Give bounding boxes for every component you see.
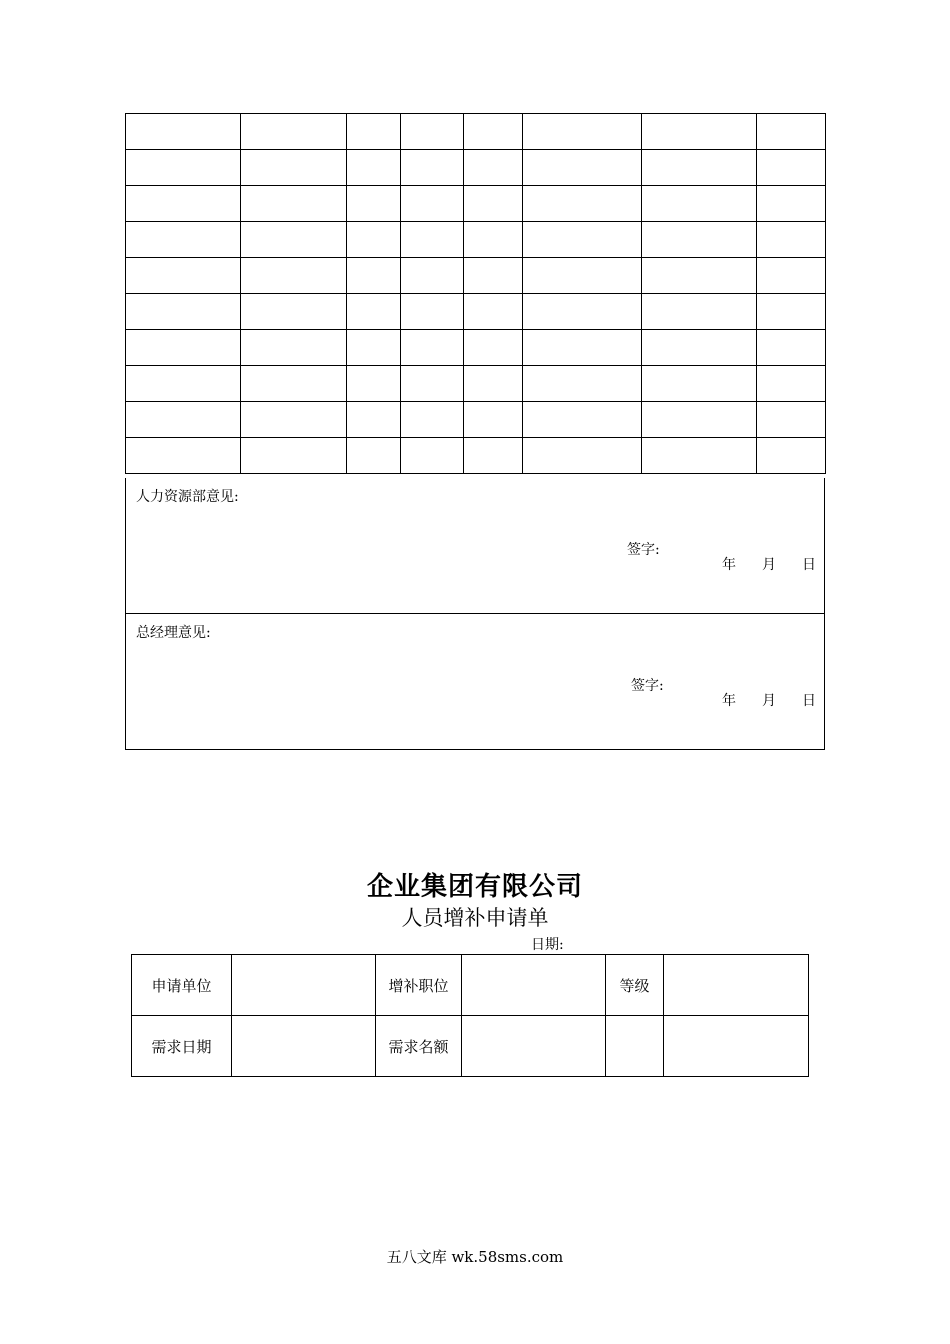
- grid-cell[interactable]: [126, 366, 241, 402]
- grid-cell[interactable]: [126, 150, 241, 186]
- grid-cell[interactable]: [401, 222, 464, 258]
- grid-cell[interactable]: [241, 402, 347, 438]
- grid-cell[interactable]: [464, 438, 523, 474]
- form-label-cell: 申请单位: [132, 955, 232, 1016]
- grid-cell[interactable]: [126, 186, 241, 222]
- grid-row: [126, 330, 826, 366]
- grid-cell[interactable]: [347, 438, 401, 474]
- grid-cell[interactable]: [523, 186, 642, 222]
- grid-cell[interactable]: [642, 186, 757, 222]
- grid-cell[interactable]: [401, 366, 464, 402]
- grid-cell[interactable]: [401, 294, 464, 330]
- hr-day-label: 日: [802, 557, 816, 573]
- form-title: 人员增补申请单: [401, 906, 549, 930]
- grid-cell[interactable]: [241, 186, 347, 222]
- gm-month-label: 月: [762, 693, 776, 709]
- grid-cell[interactable]: [523, 330, 642, 366]
- grid-cell[interactable]: [241, 222, 347, 258]
- form-row: [132, 1016, 809, 1077]
- grid-cell[interactable]: [401, 114, 464, 150]
- grid-cell[interactable]: [464, 222, 523, 258]
- grid-cell[interactable]: [401, 150, 464, 186]
- grid-cell[interactable]: [241, 330, 347, 366]
- grid-cell[interactable]: [126, 294, 241, 330]
- hr-opinion-label: 人力资源部意见:: [136, 489, 239, 505]
- grid-cell[interactable]: [401, 258, 464, 294]
- form-label-cell: 增补职位: [376, 955, 462, 1016]
- grid-cell[interactable]: [241, 114, 347, 150]
- grid-cell[interactable]: [523, 222, 642, 258]
- grid-cell[interactable]: [126, 258, 241, 294]
- grid-cell[interactable]: [757, 258, 826, 294]
- grid-cell[interactable]: [757, 222, 826, 258]
- grid-cell[interactable]: [523, 438, 642, 474]
- footer-watermark: 五八文库 wk.58sms.com: [386, 1248, 564, 1266]
- form-value-cell[interactable]: [462, 1016, 606, 1077]
- grid-cell[interactable]: [642, 330, 757, 366]
- grid-cell[interactable]: [757, 294, 826, 330]
- form-label-cell: 需求名额: [376, 1016, 462, 1077]
- grid-cell[interactable]: [126, 402, 241, 438]
- grid-cell[interactable]: [464, 258, 523, 294]
- grid-cell[interactable]: [642, 366, 757, 402]
- grid-row: [126, 438, 826, 474]
- grid-row: [126, 402, 826, 438]
- grid-cell[interactable]: [241, 150, 347, 186]
- gm-sign-label: 签字:: [631, 678, 664, 694]
- form-row: [132, 955, 809, 1016]
- grid-cell[interactable]: [757, 438, 826, 474]
- grid-cell[interactable]: [464, 366, 523, 402]
- grid-row: [126, 150, 826, 186]
- hr-sign-label: 签字:: [627, 542, 660, 558]
- form-label-cell: 等级: [606, 955, 664, 1016]
- grid-cell[interactable]: [347, 114, 401, 150]
- grid-cell[interactable]: [642, 438, 757, 474]
- grid-cell[interactable]: [347, 330, 401, 366]
- form-value-cell[interactable]: [232, 1016, 376, 1077]
- form-value-cell[interactable]: [606, 1016, 664, 1077]
- form-value-cell[interactable]: [462, 955, 606, 1016]
- grid-cell[interactable]: [241, 294, 347, 330]
- grid-cell[interactable]: [401, 402, 464, 438]
- gm-date-line: [722, 690, 816, 710]
- form-value-cell[interactable]: [664, 1016, 809, 1077]
- grid-cell[interactable]: [757, 150, 826, 186]
- grid-cell[interactable]: [523, 258, 642, 294]
- hr-year-label: 年: [722, 557, 736, 573]
- grid-cell[interactable]: [523, 402, 642, 438]
- grid-row: [126, 114, 826, 150]
- form-date-label: 日期:: [531, 937, 564, 953]
- grid-cell[interactable]: [464, 330, 523, 366]
- grid-cell[interactable]: [347, 258, 401, 294]
- grid-cell[interactable]: [401, 186, 464, 222]
- grid-cell[interactable]: [347, 186, 401, 222]
- form-label-cell: 需求日期: [132, 1016, 232, 1077]
- grid-cell[interactable]: [757, 114, 826, 150]
- hr-opinion-box: [125, 478, 825, 614]
- grid-cell[interactable]: [642, 294, 757, 330]
- blank-grid-table: [125, 113, 826, 474]
- grid-cell[interactable]: [642, 402, 757, 438]
- grid-cell[interactable]: [464, 402, 523, 438]
- grid-cell[interactable]: [642, 150, 757, 186]
- grid-cell[interactable]: [464, 114, 523, 150]
- grid-cell[interactable]: [241, 438, 347, 474]
- grid-row: [126, 258, 826, 294]
- gm-opinion-label: 总经理意见:: [136, 625, 211, 641]
- grid-cell[interactable]: [241, 366, 347, 402]
- grid-cell[interactable]: [523, 294, 642, 330]
- grid-cell[interactable]: [126, 438, 241, 474]
- grid-row: [126, 186, 826, 222]
- grid-cell[interactable]: [347, 366, 401, 402]
- grid-cell[interactable]: [347, 150, 401, 186]
- grid-cell[interactable]: [347, 222, 401, 258]
- grid-cell[interactable]: [241, 258, 347, 294]
- grid-cell[interactable]: [757, 330, 826, 366]
- hr-date-line: [722, 554, 816, 574]
- form-value-cell[interactable]: [664, 955, 809, 1016]
- gm-year-label: 年: [722, 693, 736, 709]
- grid-row: [126, 222, 826, 258]
- grid-cell[interactable]: [126, 330, 241, 366]
- grid-row: [126, 366, 826, 402]
- grid-cell[interactable]: [523, 366, 642, 402]
- grid-cell[interactable]: [523, 114, 642, 150]
- grid-cell[interactable]: [401, 330, 464, 366]
- form-value-cell[interactable]: [232, 955, 376, 1016]
- grid-cell[interactable]: [642, 222, 757, 258]
- grid-cell[interactable]: [757, 186, 826, 222]
- grid-cell[interactable]: [757, 366, 826, 402]
- grid-cell[interactable]: [757, 402, 826, 438]
- grid-cell[interactable]: [464, 294, 523, 330]
- grid-cell[interactable]: [126, 222, 241, 258]
- hr-month-label: 月: [762, 557, 776, 573]
- grid-cell[interactable]: [523, 150, 642, 186]
- gm-opinion-box: [125, 614, 825, 750]
- company-name: 企业集团有限公司: [366, 872, 583, 902]
- grid-cell[interactable]: [642, 258, 757, 294]
- grid-cell[interactable]: [347, 402, 401, 438]
- grid-cell[interactable]: [347, 294, 401, 330]
- gm-day-label: 日: [802, 693, 816, 709]
- grid-cell[interactable]: [126, 114, 241, 150]
- grid-cell[interactable]: [642, 114, 757, 150]
- grid-cell[interactable]: [464, 186, 523, 222]
- grid-cell[interactable]: [464, 150, 523, 186]
- request-form-table: [131, 954, 809, 1077]
- grid-cell[interactable]: [401, 438, 464, 474]
- grid-row: [126, 294, 826, 330]
